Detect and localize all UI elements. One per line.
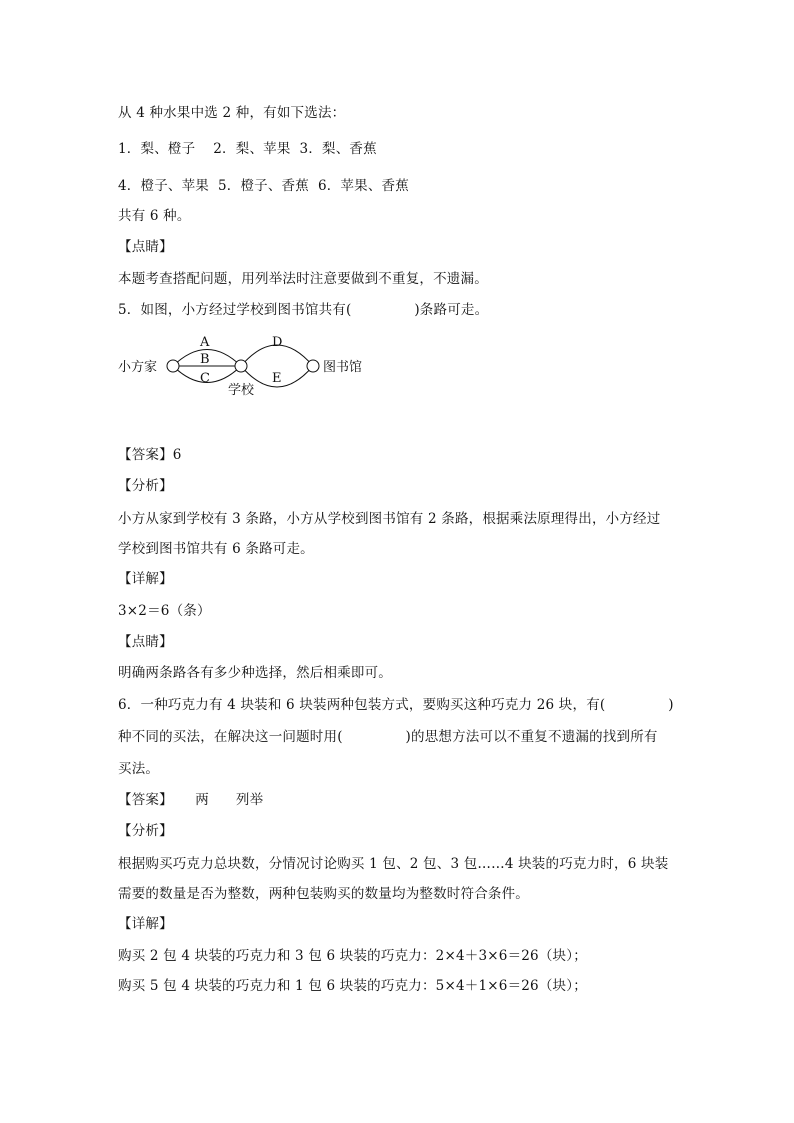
section-heading: 【分析】 <box>118 478 173 494</box>
text-line: 本题考查搭配问题，用列举法时注意要做到不重复，不遗漏。 <box>118 271 488 287</box>
text-line: 需要的数量是否为整数，两种包装购买的数量均为整数时符合条件。 <box>118 886 529 902</box>
question-5: 5．如图，小方经过学校到图书馆共有( )条路可走。 <box>118 302 489 318</box>
home-node <box>167 360 179 372</box>
route-diagram <box>116 330 376 400</box>
route-label-b: B <box>200 352 210 367</box>
section-heading: 【分析】 <box>118 823 173 839</box>
question-6: 6．一种巧克力有 4 块装和 6 块装两种包装方式，要购买这种巧克力 26 块，有( ) <box>118 697 674 713</box>
home-label: 小方家 <box>118 360 158 375</box>
library-label: 图书馆 <box>323 360 363 375</box>
text-line: 3×2＝6（条） <box>118 603 211 619</box>
school-node <box>235 360 247 372</box>
text-line: 购买 5 包 4 块装的巧克力和 1 包 6 块装的巧克力：5×4＋1×6＝26（块）； <box>118 978 587 994</box>
text-line: 学校到图书馆共有 6 条路可走。 <box>118 541 314 557</box>
text-line: 明确两条路各有多少种选择，然后相乘即可。 <box>118 665 392 681</box>
section-heading: 【详解】 <box>118 916 173 932</box>
school-label: 学校 <box>228 383 255 398</box>
text-line: 买法。 <box>118 761 160 777</box>
text-line: 从 4 种水果中选 2 种，有如下选法： <box>118 105 346 121</box>
section-heading: 【详解】 <box>118 571 173 587</box>
answer-heading: 【答案】 两 列举 <box>118 792 264 808</box>
text-line: 1．梨、橙子 2．梨、苹果 3．梨、香蕉 <box>118 141 377 157</box>
route-label-d: D <box>272 335 283 350</box>
text-line: 小方从家到学校有 3 条路，小方从学校到图书馆有 2 条路，根据乘法原理得出，小方经过 <box>118 511 661 527</box>
text-line: 购买 2 包 4 块装的巧克力和 3 包 6 块装的巧克力：2×4＋3×6＝26（块）； <box>118 948 587 964</box>
section-heading: 【点睛】 <box>118 239 173 255</box>
route-label-e: E <box>272 371 282 386</box>
text-line: 共有 6 种。 <box>118 208 191 224</box>
route-label-a: A <box>200 335 210 350</box>
route-label-c: C <box>200 371 210 386</box>
text-line: 4．橙子、苹果 5．橙子、香蕉 6．苹果、香蕉 <box>118 178 409 194</box>
text-line: 根据购买巧克力总块数，分情况讨论购买 1 包、2 包、3 包……4 块装的巧克力时，6 块装 <box>118 856 669 872</box>
answer-heading: 【答案】6 <box>118 447 182 463</box>
section-heading: 【点睛】 <box>118 634 173 650</box>
library-node <box>307 360 319 372</box>
text-line: 种不同的买法，在解决这一问题时用( )的思想方法可以不重复不遗漏的找到所有 <box>118 729 658 745</box>
